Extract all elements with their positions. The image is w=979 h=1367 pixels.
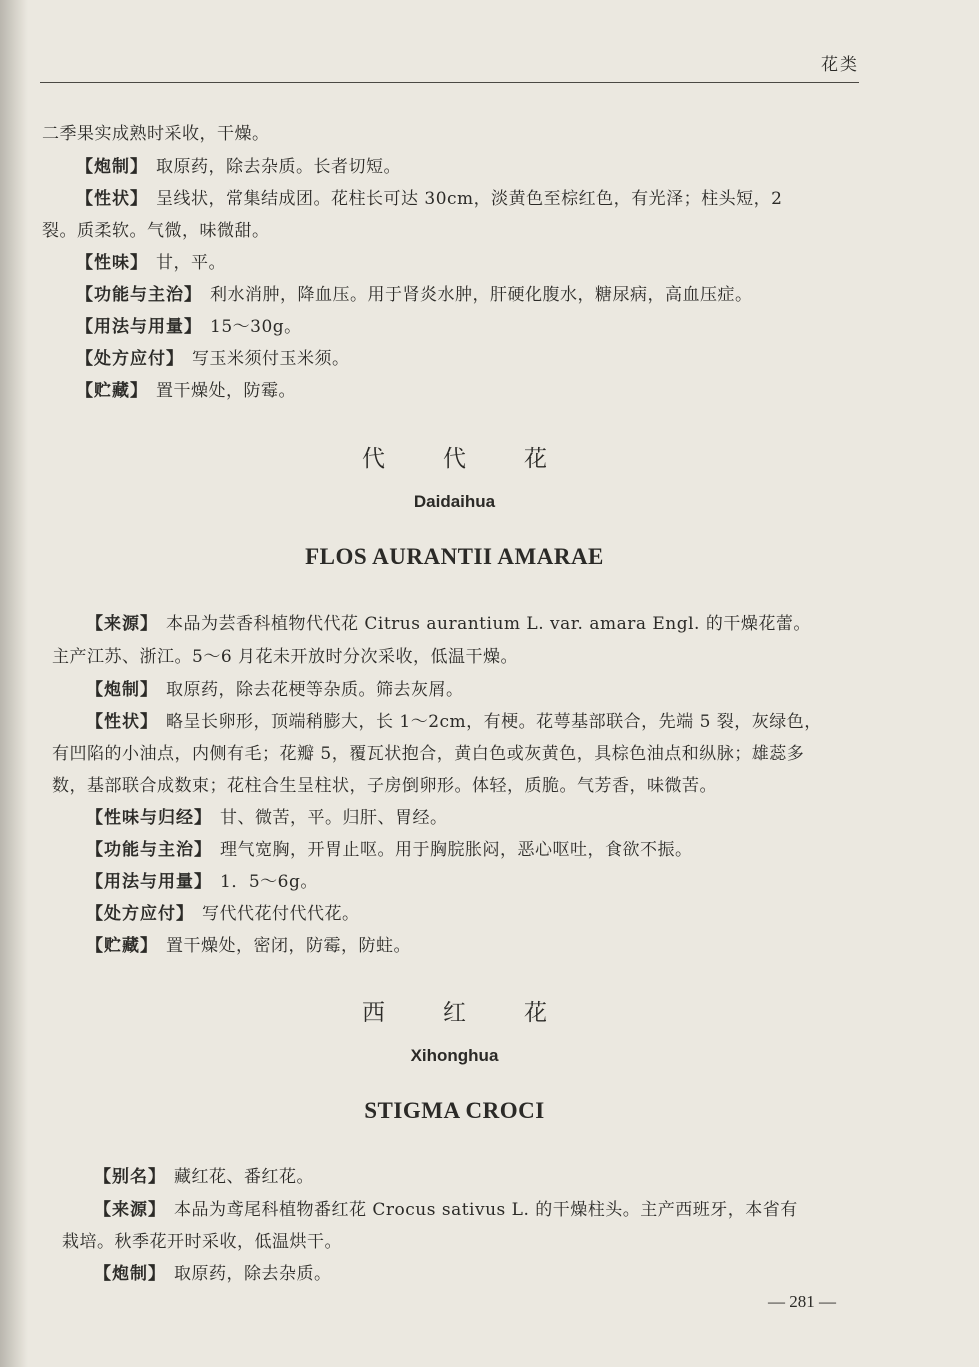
- paozhi-text: 取原药，除去花梗等杂质。筛去灰屑。: [166, 680, 464, 700]
- zhucang-label: 【贮藏】: [76, 381, 148, 401]
- paozhi-label: 【炮制】: [86, 680, 158, 700]
- laiyuan-text: 本品为芸香科植物代代花 Citrus aurantium L. var. amara Engl. 的干燥花蕾。: [166, 614, 811, 634]
- xingwei-text: 甘、微苦，平。归肝、胃经。: [220, 808, 448, 828]
- gongneng-label: 【功能与主治】: [86, 840, 212, 860]
- xingzhuang-text-cont: 数，基部联合成数束；花柱合生呈柱状，子房倒卵形。体轻，质脆。气芳香，味微苦。: [52, 776, 717, 796]
- laiyuan-text-cont: 栽培。秋季花开时采收，低温烘干。: [62, 1232, 342, 1252]
- book-gutter-shadow: [0, 0, 28, 1367]
- yongfa-para: [76, 315, 302, 339]
- zhucang-text: 置干燥处，防霉。: [156, 381, 296, 401]
- laiyuan-text-cont: 主产江苏、浙江。5～6 月花未开放时分次采收，低温干燥。: [52, 647, 519, 667]
- paozhi-para: [86, 678, 464, 702]
- paozhi-label: 【炮制】: [94, 1264, 166, 1284]
- running-header-section: 花类: [821, 55, 859, 75]
- paozhi-para: [76, 155, 401, 179]
- xingzhuang-label: 【性状】: [86, 712, 158, 732]
- header-rule: [40, 82, 859, 83]
- xingzhuang-text-cont: 有凹陷的小油点，内侧有毛；花瓣 5，覆瓦状抱合，黄白色或灰黄色，具棕色油点和纵脉；雄蕊多: [52, 744, 805, 764]
- laiyuan-para: [94, 1198, 798, 1222]
- laiyuan-label: 【来源】: [94, 1200, 166, 1220]
- chufang-label: 【处方应付】: [76, 349, 184, 369]
- entry-title-chinese: 西红花: [362, 1000, 605, 1026]
- xingwei-para: [86, 806, 448, 830]
- paozhi-text: 取原药，除去杂质。: [174, 1264, 332, 1284]
- xingzhuang-para: [76, 187, 783, 211]
- paozhi-label: 【炮制】: [76, 157, 148, 177]
- xingwei-para: [76, 251, 226, 275]
- xingzhuang-text-cont: 裂。质柔软。气微，味微甜。: [42, 221, 270, 241]
- entry-title-pinyin: Daidaihua: [413, 492, 496, 511]
- yongfa-label: 【用法与用量】: [76, 317, 202, 337]
- paozhi-para: [94, 1262, 332, 1286]
- continuation-text: 二季果实成熟时采收，干燥。: [42, 124, 270, 144]
- gongneng-text: 理气宽胸，开胃止呕。用于胸脘胀闷，恶心呕吐，食欲不振。: [220, 840, 693, 860]
- laiyuan-text: 本品为鸢尾科植物番红花 Crocus sativus L. 的干燥柱头。主产西班牙，本省有: [174, 1200, 798, 1220]
- entry-title-latin: STIGMA CROCI: [364, 1098, 545, 1123]
- gongneng-label: 【功能与主治】: [76, 285, 202, 305]
- gongneng-para: [86, 838, 693, 862]
- xingzhuang-label: 【性状】: [76, 189, 148, 209]
- gongneng-para: [76, 283, 753, 307]
- entry-title-chinese: 代代花: [362, 446, 605, 472]
- zhucang-label: 【贮藏】: [86, 936, 158, 956]
- entry-title-latin: FLOS AURANTII AMARAE: [305, 544, 604, 569]
- chufang-text: 写代代花付代代花。: [202, 904, 360, 924]
- xingzhuang-text: 呈线状，常集结成团。花柱长可达 30cm，淡黄色至棕红色，有光泽；柱头短，2: [156, 189, 783, 209]
- laiyuan-para: [86, 612, 811, 636]
- paozhi-text: 取原药，除去杂质。长者切短。: [156, 157, 401, 177]
- xingzhuang-text: 略呈长卵形，顶端稍膨大，长 1～2cm，有梗。花萼基部联合，先端 5 裂，灰绿色，: [166, 712, 822, 732]
- chufang-text: 写玉米须付玉米须。: [192, 349, 350, 369]
- xingwei-label: 【性味与归经】: [86, 808, 212, 828]
- yongfa-label: 【用法与用量】: [86, 872, 212, 892]
- chufang-para: [86, 902, 360, 926]
- yongfa-para: [86, 870, 318, 894]
- bieming-para: [94, 1165, 314, 1189]
- laiyuan-label: 【来源】: [86, 614, 158, 634]
- gongneng-text: 利水消肿，降血压。用于肾炎水肿，肝硬化腹水，糖尿病，高血压症。: [210, 285, 753, 305]
- xingwei-text: 甘，平。: [156, 253, 226, 273]
- page-number: — 281 —: [768, 1292, 836, 1311]
- chufang-para: [76, 347, 350, 371]
- xingzhuang-para: [86, 710, 822, 734]
- bieming-text: 藏红花、番红花。: [174, 1167, 314, 1187]
- bieming-label: 【别名】: [94, 1167, 166, 1187]
- xingwei-label: 【性味】: [76, 253, 148, 273]
- entry-title-pinyin: Xihonghua: [410, 1046, 499, 1065]
- zhucang-para: [76, 379, 296, 403]
- yongfa-text: 1．5～6g。: [220, 872, 318, 892]
- zhucang-text: 置干燥处，密闭，防霉，防蛀。: [166, 936, 411, 956]
- zhucang-para: [86, 934, 411, 958]
- yongfa-text: 15～30g。: [210, 317, 302, 337]
- chufang-label: 【处方应付】: [86, 904, 194, 924]
